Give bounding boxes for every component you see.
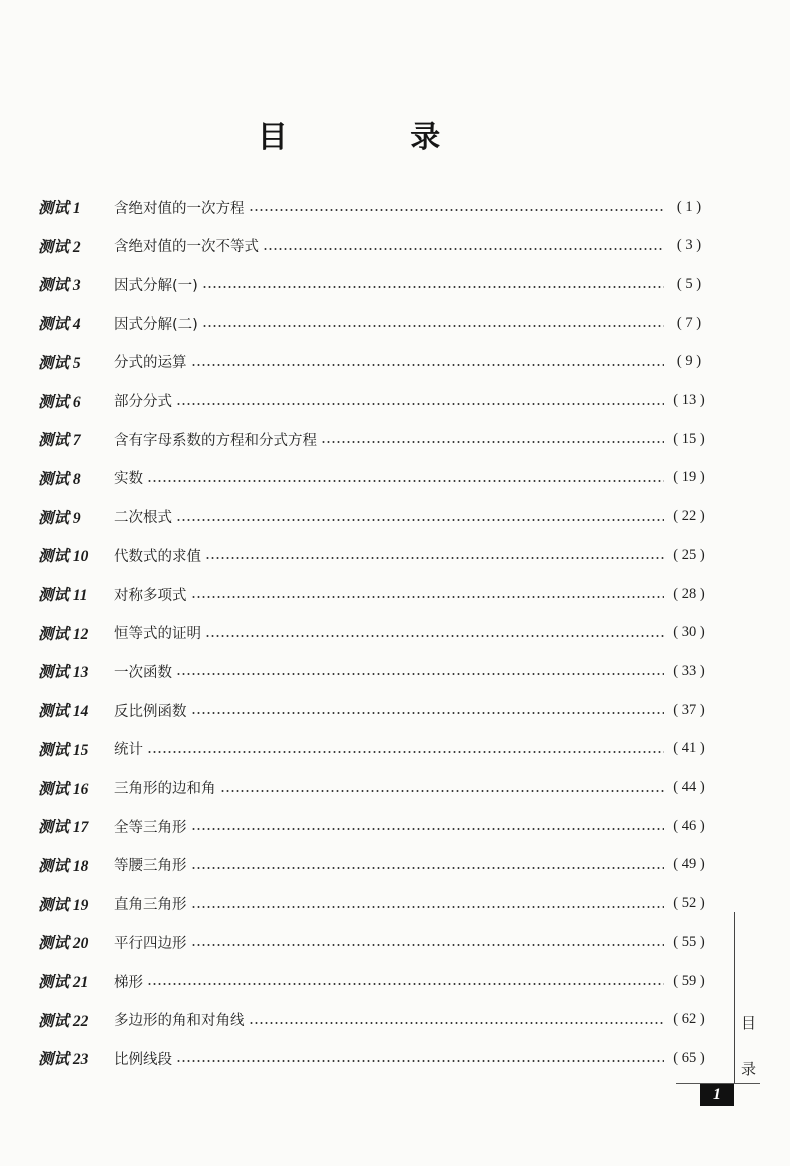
page-ref: ( 62 ) xyxy=(673,1011,705,1028)
dot-leader xyxy=(191,906,665,908)
test-label: 测试 7 xyxy=(38,432,81,450)
entry-title: 多边形的角和对角线 xyxy=(114,1013,245,1030)
dot-leader xyxy=(205,635,664,637)
page-ref: ( 37 ) xyxy=(673,701,705,718)
dot-leader xyxy=(263,248,664,250)
page-ref: ( 1 ) xyxy=(676,198,702,215)
entry-title: 因式分解(一) xyxy=(114,277,198,294)
toc-entry[interactable] xyxy=(0,616,790,650)
test-label: 测试 11 xyxy=(38,587,88,604)
test-label: 测试 17 xyxy=(38,819,89,837)
toc-entry[interactable] xyxy=(0,1003,790,1037)
dot-leader xyxy=(191,596,665,598)
entry-title: 实数 xyxy=(114,471,143,488)
toc-entry[interactable] xyxy=(0,500,790,534)
test-label: 测试 2 xyxy=(38,238,81,256)
toc-entry[interactable] xyxy=(0,925,790,959)
test-label: 测试 3 xyxy=(38,277,81,295)
toc-entry[interactable] xyxy=(0,190,790,224)
page-ref: ( 19 ) xyxy=(673,469,705,486)
dot-leader xyxy=(147,751,664,753)
test-label: 测试 8 xyxy=(38,470,81,488)
toc-entry[interactable] xyxy=(0,422,790,456)
test-label: 测试 19 xyxy=(38,896,89,914)
page-ref: ( 59 ) xyxy=(673,972,705,989)
test-label: 测试 9 xyxy=(38,509,81,527)
entry-title: 直角三角形 xyxy=(114,897,187,914)
toc-entry[interactable] xyxy=(0,1041,790,1075)
entry-title: 含绝对值的一次不等式 xyxy=(114,239,259,256)
dot-leader xyxy=(202,286,664,288)
page-ref: ( 28 ) xyxy=(673,585,705,602)
dot-leader xyxy=(176,1060,664,1062)
test-label: 测试 4 xyxy=(38,316,81,334)
toc-entry[interactable] xyxy=(0,461,790,495)
entry-title: 一次函数 xyxy=(114,664,172,681)
page-ref: ( 65 ) xyxy=(673,1049,705,1066)
page-number: 1 xyxy=(700,1084,734,1106)
page-ref: ( 55 ) xyxy=(673,933,705,950)
dot-leader xyxy=(220,790,665,792)
toc-entry[interactable] xyxy=(0,345,790,379)
entry-title: 比例线段 xyxy=(114,1051,172,1068)
entry-title: 全等三角形 xyxy=(114,819,187,836)
test-label: 测试 18 xyxy=(38,857,89,875)
test-label: 测试 1 xyxy=(38,200,81,217)
dot-leader xyxy=(176,519,664,521)
dot-leader xyxy=(191,828,665,830)
dot-leader xyxy=(191,944,665,946)
entry-title: 代数式的求值 xyxy=(114,548,201,565)
page-ref: ( 30 ) xyxy=(673,624,705,641)
side-tab-char: 目 xyxy=(741,1014,757,1032)
page-ref: ( 5 ) xyxy=(676,275,702,292)
entry-title: 平行四边形 xyxy=(114,935,187,952)
entry-title: 等腰三角形 xyxy=(114,858,187,875)
side-tab-char: 录 xyxy=(741,1060,757,1078)
dot-leader xyxy=(176,403,664,405)
entry-title: 对称多项式 xyxy=(114,587,187,604)
toc-entry[interactable] xyxy=(0,384,790,418)
entry-title: 反比例函数 xyxy=(114,703,187,720)
entry-title: 二次根式 xyxy=(114,510,172,527)
test-label: 测试 21 xyxy=(38,974,89,991)
entry-title: 含绝对值的一次方程 xyxy=(114,200,245,217)
toc-entry[interactable] xyxy=(0,809,790,843)
test-label: 测试 12 xyxy=(38,625,89,643)
page-ref: ( 46 ) xyxy=(673,817,705,834)
toc-entry[interactable] xyxy=(0,848,790,882)
test-label: 测试 16 xyxy=(38,780,89,798)
dot-leader xyxy=(147,480,664,482)
page-ref: ( 13 ) xyxy=(673,392,705,408)
toc-entry[interactable] xyxy=(0,771,790,805)
entry-title: 因式分解(二) xyxy=(114,316,198,333)
dot-leader xyxy=(176,673,664,675)
test-label: 测试 13 xyxy=(38,664,89,682)
side-tab-divider xyxy=(734,912,735,1084)
page-ref: ( 49 ) xyxy=(673,856,705,873)
test-label: 测试 10 xyxy=(38,548,89,566)
test-label: 测试 5 xyxy=(38,354,81,372)
test-label: 测试 15 xyxy=(38,741,89,759)
entry-title: 部分分式 xyxy=(114,394,172,410)
toc-entry[interactable] xyxy=(0,577,790,611)
dot-leader xyxy=(205,557,664,559)
toc-entry[interactable] xyxy=(0,267,790,301)
dot-leader xyxy=(202,325,664,327)
toc-entry[interactable] xyxy=(0,229,790,263)
test-label: 测试 20 xyxy=(38,935,89,953)
entry-title: 含有字母系数的方程和分式方程 xyxy=(114,432,317,449)
toc-entry[interactable] xyxy=(0,654,790,688)
toc-entry[interactable] xyxy=(0,693,790,727)
page-ref: ( 41 ) xyxy=(673,740,705,757)
test-label: 测试 6 xyxy=(38,393,81,411)
entry-title: 三角形的边和角 xyxy=(114,781,216,797)
entry-title: 恒等式的证明 xyxy=(114,626,201,643)
dot-leader xyxy=(191,867,665,869)
toc-entry[interactable] xyxy=(0,964,790,998)
toc-entry[interactable] xyxy=(0,887,790,921)
entry-title: 分式的运算 xyxy=(114,355,187,372)
dot-leader xyxy=(249,1022,665,1024)
page-ref: ( 9 ) xyxy=(676,353,702,370)
toc-entry[interactable] xyxy=(0,732,790,766)
entry-title: 梯形 xyxy=(114,974,143,991)
toc-entry[interactable] xyxy=(0,306,790,340)
page-ref: ( 25 ) xyxy=(673,546,705,563)
toc-entry[interactable] xyxy=(0,538,790,572)
page-ref: ( 22 ) xyxy=(673,508,705,525)
page-ref: ( 44 ) xyxy=(673,779,705,795)
page-title: 目 录 xyxy=(257,120,497,155)
dot-leader xyxy=(321,441,664,443)
page-ref: ( 33 ) xyxy=(673,662,705,679)
page-ref: ( 7 ) xyxy=(676,314,702,331)
dot-leader xyxy=(249,209,665,211)
test-label: 测试 22 xyxy=(38,1012,89,1030)
dot-leader xyxy=(191,364,665,366)
test-label: 测试 14 xyxy=(38,703,89,721)
page-ref: ( 3 ) xyxy=(676,237,702,254)
page-ref: ( 52 ) xyxy=(673,895,705,912)
entry-title: 统计 xyxy=(114,742,143,759)
test-label: 测试 23 xyxy=(38,1051,89,1069)
dot-leader xyxy=(191,712,665,714)
page-ref: ( 15 ) xyxy=(673,430,705,447)
dot-leader xyxy=(147,983,664,985)
